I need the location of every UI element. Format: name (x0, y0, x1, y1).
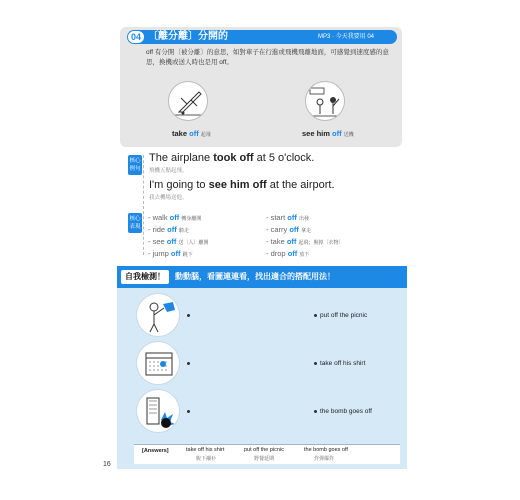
example-gloss: 送機 (343, 132, 354, 138)
phrase-gloss: 送〔人〕離開 (178, 240, 209, 246)
core-phrase-item (148, 249, 193, 258)
phrase-verb: - drop (266, 249, 288, 258)
divider (143, 155, 144, 255)
sentence-key-phrase: took off (213, 152, 254, 164)
phrase-particle: off (169, 213, 180, 222)
match-dot[interactable] (187, 410, 190, 413)
phrase-particle: off (170, 249, 181, 258)
match-dot[interactable] (187, 314, 190, 317)
example-sentence-2 (149, 179, 335, 191)
example-particle: off (332, 129, 342, 138)
sentence-text: at 5 o'clock. (253, 152, 315, 164)
person-throwing-shirt-illustration (136, 293, 180, 337)
answer-zh: 脫下襯衫 (196, 456, 217, 462)
calendar-illustration (136, 341, 180, 385)
phrase-verb: - take (266, 237, 287, 246)
match-option: the bomb goes off (320, 408, 372, 415)
answers-label: [Answers] (142, 448, 169, 454)
core-phrase-item (266, 225, 311, 234)
match-dot[interactable] (314, 314, 317, 317)
core-phrase-item (266, 249, 309, 258)
phrase-verb: - carry (266, 225, 290, 234)
phrase-verb: - start (266, 213, 288, 222)
airport-farewell-illustration (305, 81, 345, 121)
example-sentence-1 (149, 152, 314, 164)
phrase-gloss: 跳下 (182, 252, 193, 258)
airplane-takeoff-illustration (168, 81, 208, 121)
phrase-particle: off (167, 225, 177, 234)
match-option: take off his shirt (320, 360, 366, 367)
answer-zh: 炸彈爆炸 (314, 456, 335, 462)
phrase-verb: - ride (148, 225, 168, 234)
match-dot[interactable] (187, 362, 190, 365)
answer-en: the bomb goes off (304, 447, 348, 453)
phrase-particle: off (289, 225, 299, 234)
phrase-gloss: 轉身離開 (181, 216, 202, 222)
phrase-verb: - see (148, 237, 167, 246)
section-title: 〔離分離〕分開的 (148, 31, 228, 42)
example-translation-1: 飛機五點起飛。 (149, 168, 188, 174)
match-dot[interactable] (314, 410, 317, 413)
phrase-gloss: 放下 (299, 252, 310, 258)
phrase-verb: - walk (148, 213, 170, 222)
phrase-gloss: 起飛；脫掉〔衣物〕 (298, 240, 344, 246)
sentence-text: at the airport. (266, 179, 335, 191)
core-phrase-item (148, 225, 189, 234)
phrase-gloss: 出發 (298, 216, 309, 222)
core-phrase-item (148, 213, 201, 222)
example-gloss: 起飛 (200, 132, 211, 138)
example-verb: see him (302, 129, 330, 138)
example-particle: off (189, 129, 199, 138)
sentence-text: I'm going to (149, 179, 209, 191)
core-phrase-item (148, 237, 208, 246)
answer-zh: 野餐延期 (254, 456, 275, 462)
example-phrase-take-off (172, 129, 211, 138)
example-phrase-see-off (302, 129, 354, 138)
core-phrase-item (266, 237, 344, 246)
phrase-gloss: 拿走 (301, 228, 312, 234)
sentence-key-phrase: see him off (208, 179, 267, 191)
match-option: put off the picnic (320, 312, 368, 319)
phrase-particle: off (287, 213, 297, 222)
mp3-track-label: MP3 · 今天我要用 04 (318, 34, 375, 40)
answer-en: put off the picnic (244, 447, 284, 453)
sentence-text: The airplane (149, 152, 214, 164)
section-panel (120, 27, 402, 147)
phrase-verb: - jump (148, 249, 171, 258)
page-number: 16 (103, 461, 111, 468)
answer-en: take off his shirt (186, 447, 225, 453)
section-number: 04 (128, 31, 144, 43)
core-example-tag: 核心例句 (128, 155, 142, 175)
self-check-label: 自我檢測！ (121, 270, 169, 284)
example-verb: take (172, 129, 188, 138)
match-dot[interactable] (314, 362, 317, 365)
phrase-particle: off (286, 237, 297, 246)
bomb-explosion-illustration (136, 389, 180, 433)
phrase-particle: off (287, 249, 298, 258)
core-phrases-tag: 核心表現 (128, 213, 142, 233)
core-phrase-item (266, 213, 309, 222)
phrase-gloss: 騎走 (178, 228, 189, 234)
self-check-instruction: 動動腦，看圖連連看，找出適合的搭配用法！ (175, 272, 335, 281)
section-explanation: off 有分開〔被分離〕的意思，如對車子在行進或飛機飛離地面，可感覺到速度感的意思，換機或送人時也是用 off。 (146, 49, 389, 66)
phrase-particle: off (166, 237, 177, 246)
example-translation-2: 我去機場送他。 (149, 195, 188, 201)
